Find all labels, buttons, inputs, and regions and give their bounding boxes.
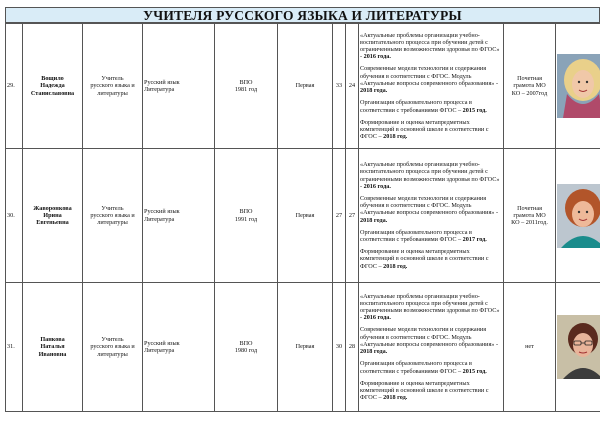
- experience-total: 30: [333, 283, 346, 412]
- course-item: [360, 161, 502, 190]
- position-line: литературы: [97, 89, 128, 97]
- name-line: Панкова: [40, 336, 65, 344]
- course-item: [360, 248, 502, 270]
- name-line: Евгеньевна: [36, 219, 69, 227]
- row-number: 30.: [6, 149, 23, 283]
- award-line: Почетная: [517, 75, 542, 83]
- course-item: [360, 195, 502, 224]
- teacher-award: [504, 149, 556, 283]
- course-year: 2018 год.: [383, 394, 408, 402]
- course-text: «Актуальные проблемы организации учебно-воспитательного процесса при обучении детей с ограниченными возможностями здоровья по ФГОС» -: [360, 31, 500, 61]
- teacher-courses: [359, 149, 504, 283]
- award-line: нет: [525, 343, 534, 351]
- experience-total: 27: [333, 149, 346, 283]
- education-line: ВПО: [239, 78, 253, 86]
- teacher-name: [23, 149, 83, 283]
- course-text: Современные модели технологии и содержания обучения в соответствии с ФГОС. Модуль «Актуальные вопросы современного образования» -: [360, 65, 499, 87]
- teacher-subjects: [143, 24, 215, 149]
- course-item: [360, 360, 502, 374]
- course-text: Современные модели технологии и содержания обучения в соответствии с ФГОС. Модуль «Актуальные вопросы современного образования» -: [360, 326, 499, 348]
- row-number: 31.: [6, 283, 23, 412]
- teacher-education: [215, 24, 278, 149]
- course-text: Формирование и оценка метапредметных компетенций в основной школе в соответствии с ФГОС –: [360, 118, 489, 141]
- course-item: [360, 293, 502, 322]
- teacher-name: [23, 283, 83, 412]
- teachers-table: [5, 23, 600, 412]
- course-text: Формирование и оценка метапредметных компетенций в основной школе в соответствии с ФГОС –: [360, 379, 489, 402]
- course-year: 2018 года.: [360, 216, 388, 224]
- education-line: ВПО: [239, 208, 253, 216]
- course-year: 2017 год.: [462, 236, 487, 243]
- teacher-education: [215, 283, 278, 412]
- name-line: Ивановна: [38, 350, 67, 358]
- experience-pedagogical: 28: [346, 283, 359, 412]
- position-line: русского языка и: [90, 343, 135, 351]
- subjects-line: Русский язык: [144, 208, 180, 216]
- teacher-category: Первая: [278, 24, 333, 149]
- position-line: литературы: [97, 350, 128, 358]
- education-line: 1981 год: [234, 86, 258, 93]
- course-text: Организация образовательного процесса в соответствии с требованиями ФГОС –: [360, 228, 472, 243]
- teacher-photo-cell: [556, 149, 600, 283]
- course-item: [360, 119, 502, 141]
- position-line: Учитель: [101, 336, 124, 344]
- course-item: [360, 326, 502, 355]
- education-line: ВПО: [239, 339, 253, 347]
- subjects-line: Литература: [144, 215, 175, 223]
- course-item: [360, 32, 502, 61]
- award-line: КО – 2007год: [511, 89, 548, 97]
- course-year: 2015 год.: [462, 106, 487, 114]
- position-line: русского языка и: [90, 211, 135, 219]
- teacher-photo-pankova: [557, 315, 600, 379]
- position-line: литературы: [97, 219, 128, 227]
- award-line: грамота МО: [513, 82, 546, 90]
- name-line: Вощило: [41, 75, 64, 83]
- table-row: [6, 283, 600, 412]
- course-year: 2018 год.: [383, 262, 408, 270]
- teacher-name: [23, 24, 83, 149]
- education-line: 1980 год: [234, 347, 258, 354]
- teacher-award: [504, 24, 556, 149]
- position-line: Учитель: [101, 204, 124, 212]
- course-year: 2018 года.: [360, 348, 388, 356]
- name-line: Наталья: [40, 343, 65, 351]
- course-text: «Актуальные проблемы организации учебно-воспитательного процесса при обучении детей с ограниченными возможностями здоровья по ФГОС» -: [360, 292, 500, 322]
- name-line: Надежда: [40, 82, 65, 90]
- teacher-courses: [359, 24, 504, 149]
- course-year: 2016 года.: [363, 182, 391, 190]
- name-line: Ирина: [43, 211, 62, 219]
- course-year: 2016 года.: [363, 314, 391, 322]
- award-line: КО – 2011год.: [511, 219, 548, 227]
- course-year: 2016 года.: [363, 53, 391, 61]
- course-text: «Актуальные проблемы организации учебно-воспитательного процесса при обучении детей с ограниченными возможностями здоровья по ФГОС» -: [360, 161, 500, 190]
- teacher-award: [504, 283, 556, 412]
- course-text: Формирование и оценка метапредметных компетенций в основной школе в соответствии с ФГОС –: [360, 248, 489, 270]
- course-year: 2018 года.: [360, 87, 388, 95]
- name-line: Станиславовна: [30, 89, 75, 97]
- teacher-subjects: [143, 283, 215, 412]
- experience-pedagogical: 27: [346, 149, 359, 283]
- experience-pedagogical: 24: [346, 24, 359, 149]
- table-row: [6, 24, 600, 149]
- subjects-line: Русский язык: [144, 339, 180, 347]
- course-text: Современные модели технологии и содержания обучения в соответствии с ФГОС. Модуль «Актуальные вопросы современного образования» -: [360, 194, 499, 217]
- subjects-line: Русский язык: [144, 78, 180, 86]
- table-row: [6, 149, 600, 283]
- teacher-position: [83, 283, 143, 412]
- course-item: [360, 99, 502, 113]
- teacher-position: [83, 24, 143, 149]
- teacher-photo-cell: [556, 283, 600, 412]
- course-item: [360, 229, 502, 243]
- teacher-education: [215, 149, 278, 283]
- course-text: Организация образовательного процесса в соответствии с требованиями ФГОС –: [360, 99, 472, 114]
- course-year: 2018 год.: [383, 133, 408, 141]
- award-line: грамота МО: [513, 211, 546, 219]
- teacher-photo-zhavoronkova: [557, 184, 600, 248]
- subjects-line: Литература: [144, 86, 175, 93]
- course-year: 2015 год.: [462, 367, 487, 375]
- row-number: 29.: [6, 24, 23, 149]
- course-item: [360, 65, 502, 94]
- position-line: Учитель: [101, 75, 124, 83]
- course-text: Организация образовательного процесса в соответствии с требованиями ФГОС –: [360, 360, 472, 375]
- teacher-position: [83, 149, 143, 283]
- teacher-subjects: [143, 149, 215, 283]
- course-item: [360, 380, 502, 402]
- name-line: Жаворонкова: [33, 204, 72, 212]
- teacher-photo-vochilo: [557, 54, 600, 118]
- subjects-line: Литература: [144, 347, 175, 354]
- teacher-category: Первая: [278, 149, 333, 283]
- teacher-photo-cell: [556, 24, 600, 149]
- teacher-courses: [359, 283, 504, 412]
- teacher-category: Первая: [278, 283, 333, 412]
- experience-total: 33: [333, 24, 346, 149]
- award-line: Почетная: [517, 204, 542, 212]
- education-line: 1991 год: [234, 215, 258, 223]
- position-line: русского языка и: [90, 82, 135, 90]
- section-title: УЧИТЕЛЯ РУССКОГО ЯЗЫКА И ЛИТЕРАТУРЫ: [5, 7, 600, 23]
